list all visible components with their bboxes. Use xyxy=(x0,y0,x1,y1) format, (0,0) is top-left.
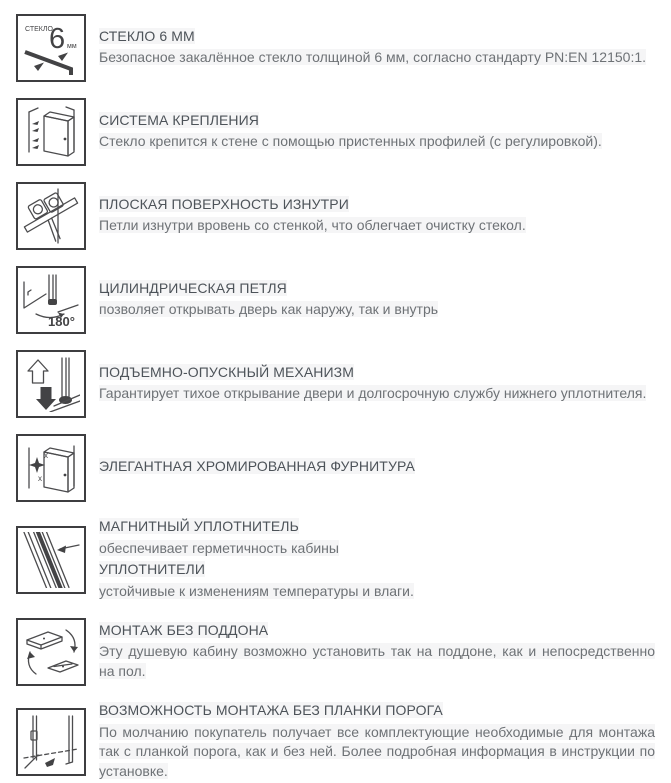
feature-text-column xyxy=(99,517,655,603)
glass-6mm-icon xyxy=(16,14,86,82)
svg-text:мм: мм xyxy=(67,43,77,50)
flat-hinge-icon xyxy=(16,182,86,250)
feature-description: Эту душевую кабину возможно установить так на поддоне, как и непосредственно на пол. xyxy=(99,643,655,679)
feature-title: МОНТАЖ БЕЗ ПОДДОНА xyxy=(99,621,269,638)
svg-text:x: x xyxy=(44,451,48,460)
svg-text:x: x xyxy=(38,474,42,483)
feature-row xyxy=(16,517,655,603)
magnetic-seal-icon xyxy=(16,526,86,594)
feature-row xyxy=(16,349,655,419)
feature-row xyxy=(16,181,655,251)
feature-text-column xyxy=(99,111,655,154)
feature-title: СИСТЕМА КРЕПЛЕНИЯ xyxy=(99,111,259,128)
feature-row xyxy=(16,617,655,687)
feature-row xyxy=(16,97,655,167)
feature-description: Петли изнутри вровень со стенкой, что облегчает очистку стекол. xyxy=(99,217,526,233)
feature-text-column xyxy=(99,621,655,684)
lift-lower-mechanism-icon xyxy=(16,350,86,418)
feature-text-column xyxy=(99,27,655,70)
wall-mounting-system-icon xyxy=(16,98,86,166)
feature-row xyxy=(16,433,655,503)
svg-text:СТЕКЛО: СТЕКЛО xyxy=(25,26,53,33)
feature-description: По молчанию покупатель получает все комплектующие необходимые для монтажа так с планкой порога, как и без ней. Более подробная информация в инструкции по установке. xyxy=(99,723,655,779)
feature-text-column xyxy=(99,701,655,783)
feature-title: МАГНИТНЫЙ УПЛОТНИТЕЛЬ xyxy=(99,518,299,534)
feature-description: обеспечивает герметичность кабины xyxy=(99,539,339,556)
svg-text:6: 6 xyxy=(49,23,66,55)
feature-description: Безопасное закалённое стекло толщиной 6 мм, согласно стандарту PN:EN 12150:1. xyxy=(99,49,647,65)
feature-text-column xyxy=(99,195,655,238)
feature-text-column xyxy=(99,363,655,406)
feature-title: ЭЛЕГАНТНАЯ ХРОМИРОВАННАЯ ФУРНИТУРА xyxy=(99,458,415,475)
svg-text:180°: 180° xyxy=(48,314,75,328)
feature-title: УПЛОТНИТЕЛИ xyxy=(99,561,205,577)
feature-title: СТЕКЛО 6 ММ xyxy=(99,27,195,44)
feature-title: ВОЗМОЖНОСТЬ МОНТАЖА БЕЗ ПЛАНКИ ПОРОГА xyxy=(99,702,443,718)
cylindrical-hinge-180-icon xyxy=(16,266,86,334)
feature-row xyxy=(16,265,655,335)
feature-description: устойчивые к изменениям температуры и влаги. xyxy=(99,582,414,599)
feature-text-column xyxy=(99,279,655,322)
chrome-fittings-icon xyxy=(16,434,86,502)
feature-title: ПЛОСКАЯ ПОВЕРХНОСТЬ ИЗНУТРИ xyxy=(99,195,349,212)
install-without-tray-icon xyxy=(16,618,86,686)
feature-description: Стекло крепится к стене с помощью пристенных профилей (с регулировкой). xyxy=(99,133,602,149)
feature-row xyxy=(16,13,655,83)
feature-row xyxy=(16,701,655,783)
feature-title: ЦИЛИНДРИЧЕСКАЯ ПЕТЛЯ xyxy=(99,279,287,296)
install-without-threshold-icon xyxy=(16,708,86,776)
feature-text-column xyxy=(99,457,655,479)
feature-description: Гарантирует тихое открывание двери и долгосрочную службу нижнего уплотнителя. xyxy=(99,385,647,401)
feature-title: ПОДЪЕМНО-ОПУСКНЫЙ МЕХАНИЗМ xyxy=(99,363,355,380)
feature-description: позволяет открывать дверь как наружу, так и внутрь xyxy=(99,301,439,317)
